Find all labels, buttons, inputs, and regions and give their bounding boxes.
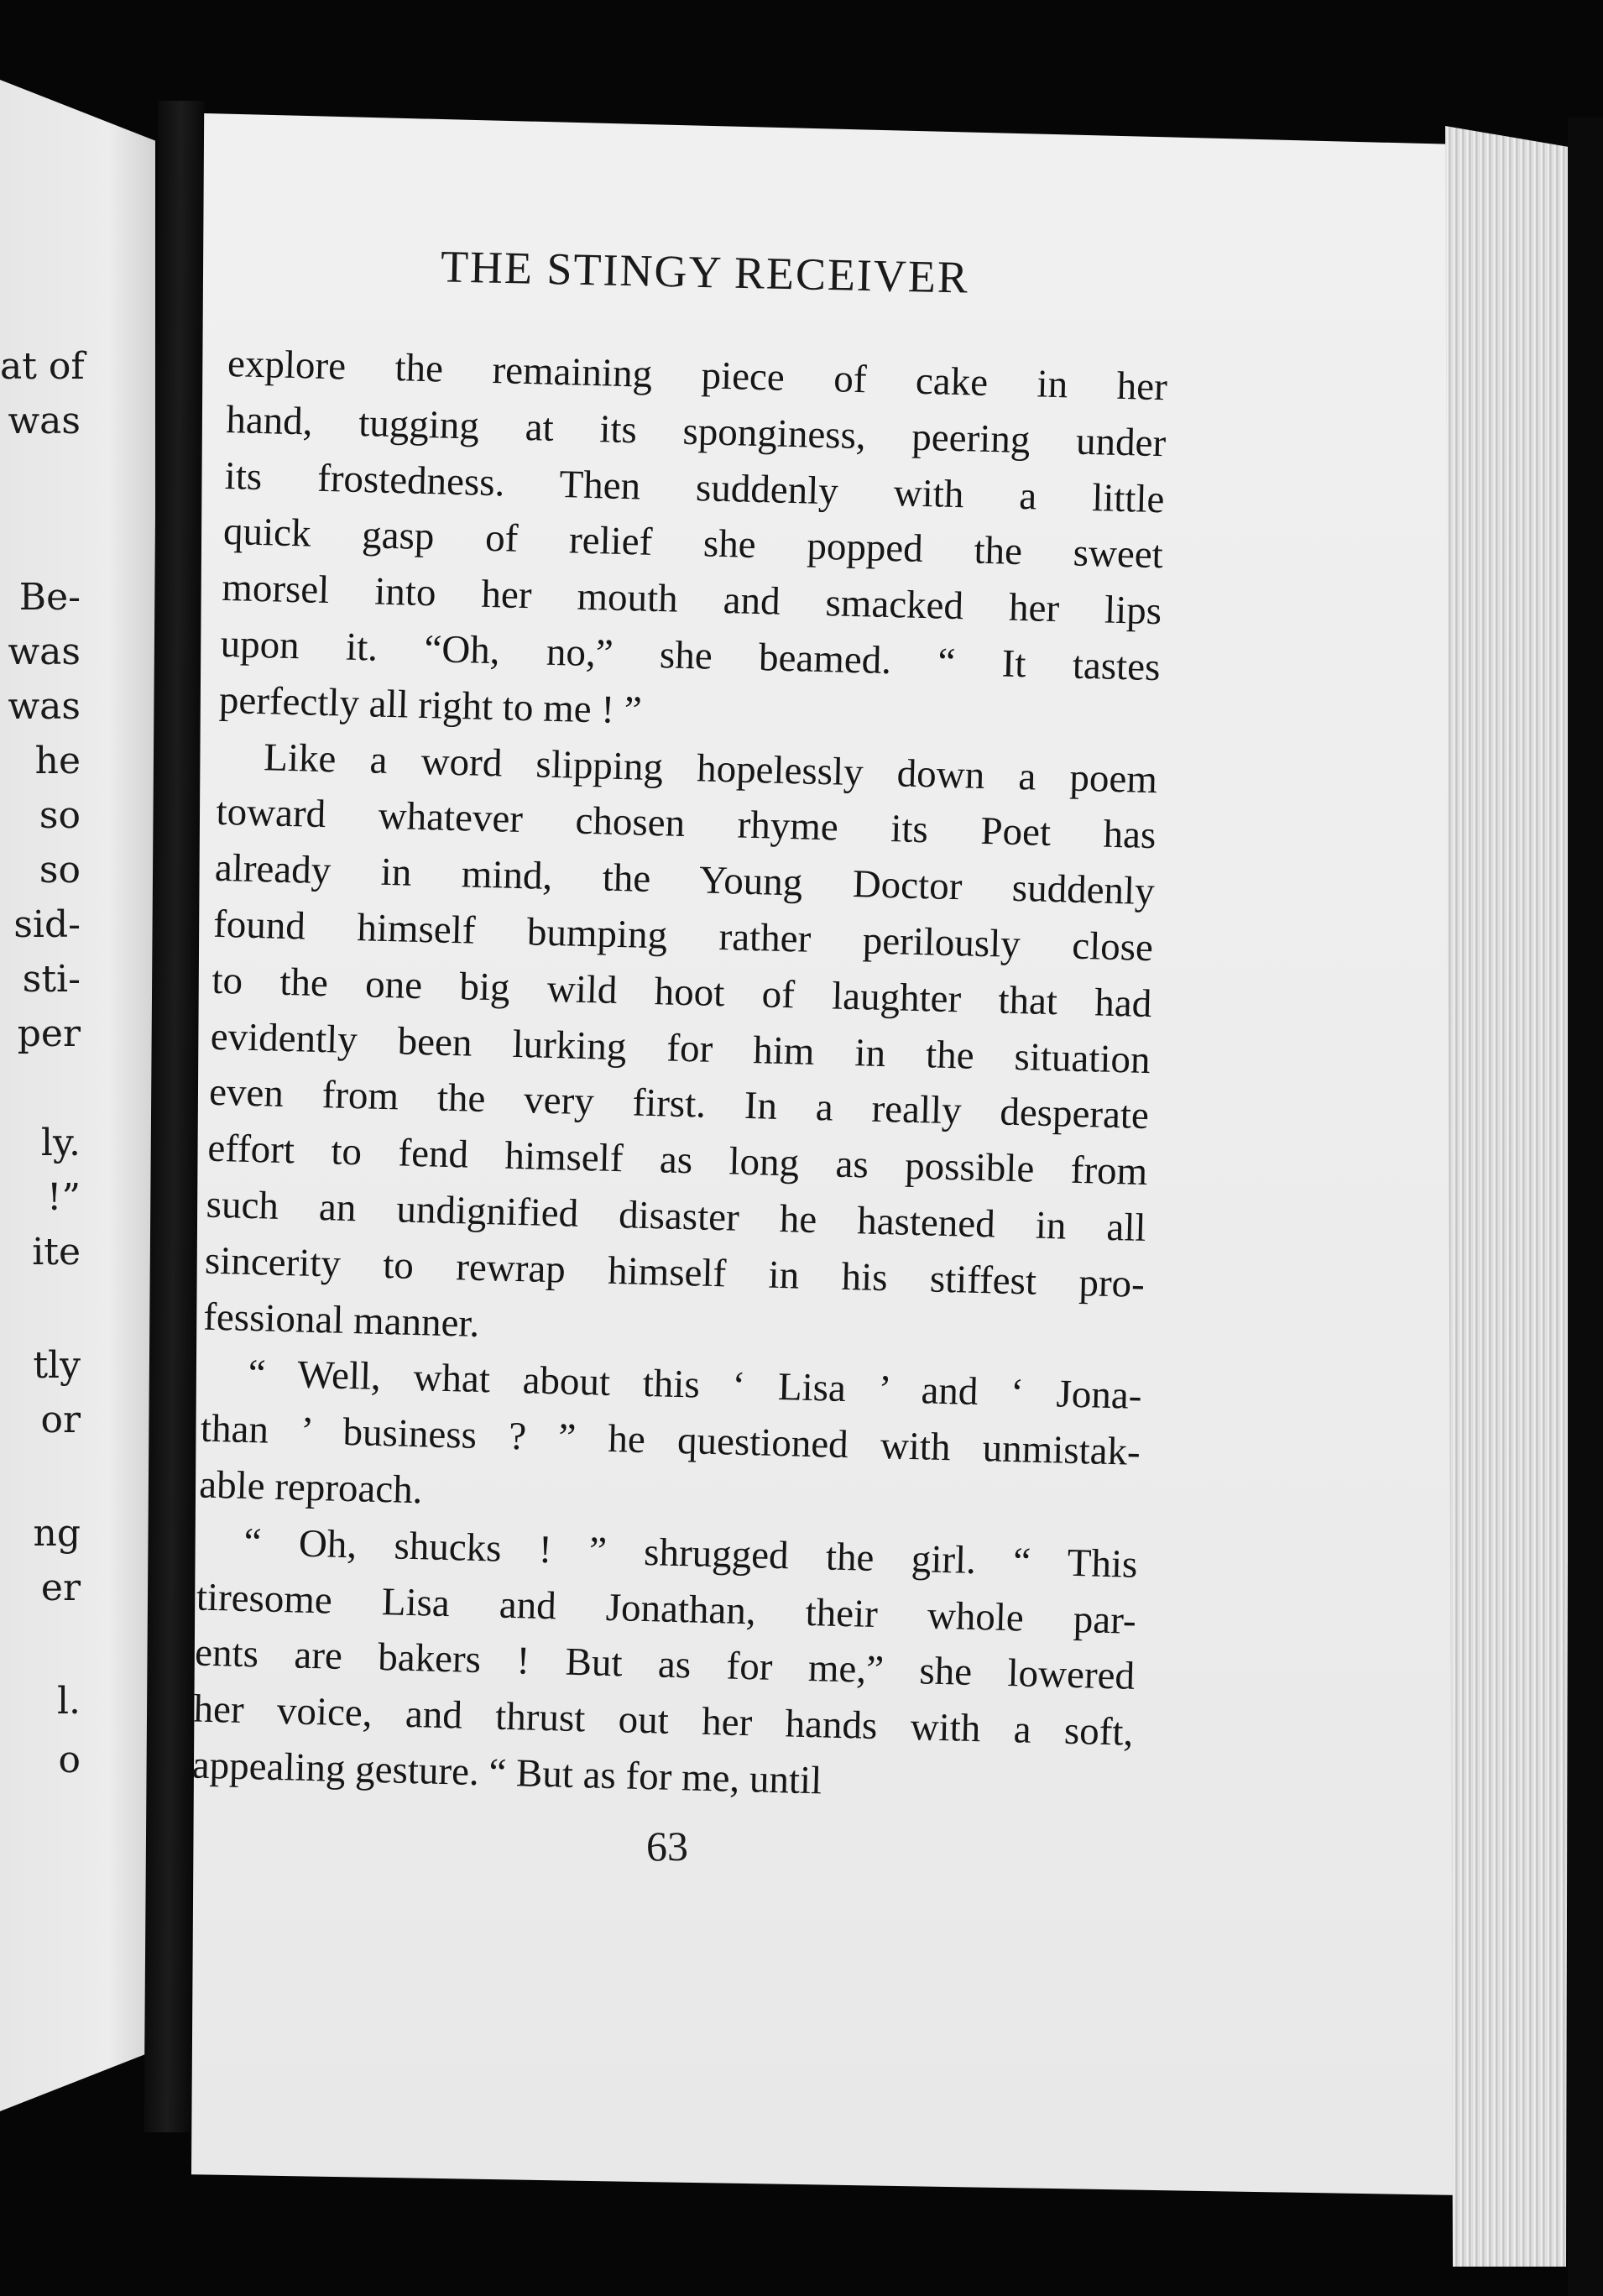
page-number: 63 [646,1823,688,1870]
left-page-fragment: so [39,794,81,837]
text-line: her voice, and thrust out her hands with a soft, [192,1687,1134,1755]
text-line: quick gasp of relief she popped the sweet [222,510,1164,578]
text-line: able reproach. [198,1462,424,1513]
text-line: morsel into her mouth and smacked her lips [221,566,1162,634]
left-page-fragment: he [34,740,81,782]
left-page-fragment: ng [33,1512,81,1555]
text-line: Like a word slipping hopelessly down a poem [263,735,1158,802]
left-page-fragment: or [40,1399,81,1441]
text-line: evidently been lurking for him in the situation [210,1014,1151,1082]
text-line: hand, tugging at its sponginess, peering under [225,397,1167,466]
left-page-fragment: at of [0,345,85,388]
left-page-fragment: o [58,1739,81,1781]
page-body [191,336,1168,1817]
left-page-fragment: was [8,630,81,673]
left-page-fragment: tly [33,1344,81,1387]
page-fore-edge [1445,126,1571,2267]
book-cover-edge [1568,118,1603,2296]
left-page-fragment: l. [56,1680,81,1723]
text-line: sincerity to rewrap himself in his stiffest pro- [204,1238,1146,1306]
text-line: “ Oh, shucks ! ” shrugged the girl. “ This [243,1519,1138,1587]
left-page-fragment: was [8,685,81,728]
text-line: toward whatever chosen rhyme its Poet has [215,790,1157,858]
text-line: explore the remaining piece of cake in her [227,341,1168,410]
text-line: fessional manner. [202,1294,480,1346]
text-line: ents are bakers ! But as for me,” she lowered [194,1630,1136,1699]
left-page-fragment: was [8,400,81,442]
text-line: found himself bumping rather perilously close [212,902,1154,970]
text-line: than ’ business ? ” he questioned with unmistak- [200,1406,1141,1475]
left-page-fragment: sti- [22,958,81,1001]
left-page-fragment: Be- [18,576,81,619]
running-header: THE STINGY RECEIVER [440,241,970,303]
text-line: effort to fend himself as long as possible from [206,1126,1148,1195]
text-line: tiresome Lisa and Jonathan, their whole par- [196,1575,1137,1643]
left-page-fragment: er [40,1566,81,1609]
left-page-fragment: !” [46,1176,81,1219]
text-line: already in mind, the Young Doctor suddenly [214,845,1156,914]
text-line: its frostedness. Then suddenly with a little [224,453,1166,521]
left-page-fragment: ite [32,1231,81,1274]
text-line: upon it. “Oh, no,” she beamed. “ It tastes [220,621,1162,690]
left-page-fragment: per [17,1012,81,1055]
text-line: even from the very first. In a really desperate [208,1070,1150,1138]
text-line: perfectly all right to me ! ” [218,677,643,733]
text-line: to the one big wild hoot of laughter that had [211,958,1152,1026]
left-page-fragment: sid- [13,903,81,946]
text-line: such an undignified disaster he hastened in all [206,1182,1147,1250]
left-page-fragment: so [39,849,81,892]
text-line: “ Well, what about this ‘ Lisa ’ and ‘ Jona- [248,1352,1143,1419]
left-page-fragment: ly. [40,1122,81,1164]
text-line: appealing gesture. “ But as for me, until [191,1743,822,1803]
